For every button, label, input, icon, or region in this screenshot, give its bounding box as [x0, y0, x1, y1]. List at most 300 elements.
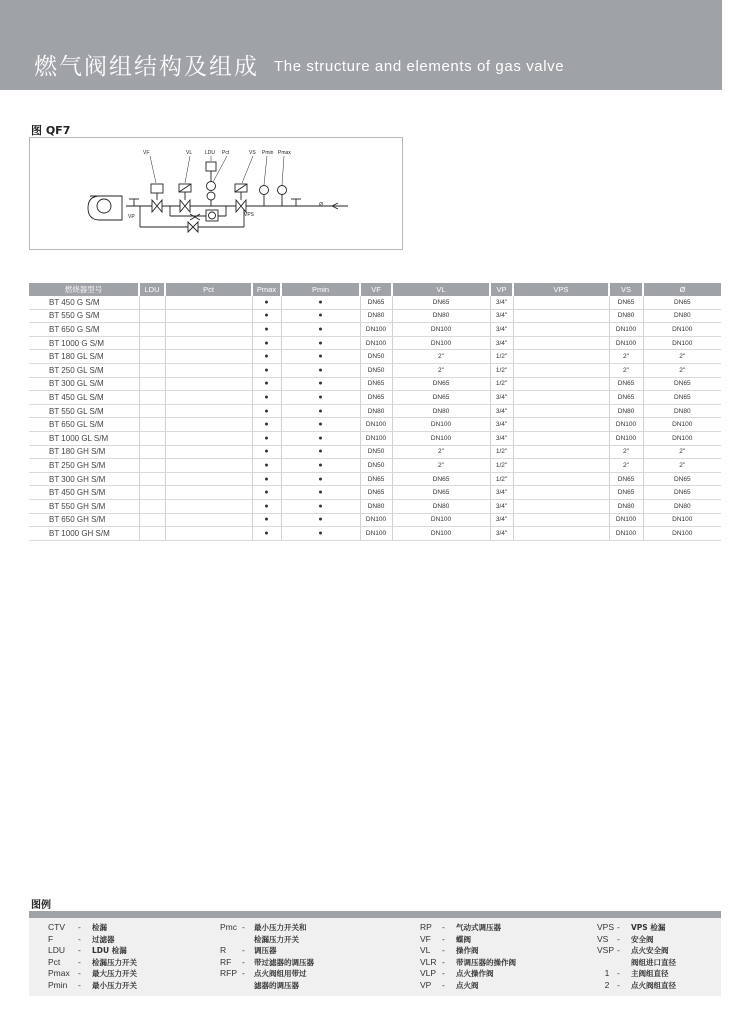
legend-item	[48, 945, 137, 957]
gas-valve-diagram	[29, 137, 403, 250]
cell-vps	[513, 418, 609, 432]
valve-schematic-svg	[30, 138, 402, 249]
legend-description: 最大压力开关	[92, 969, 137, 979]
cell-ldu	[139, 445, 165, 459]
cell-vf: DN65	[360, 472, 392, 486]
table-row	[29, 363, 721, 377]
cell-vps	[513, 472, 609, 486]
cell-model: BT 450 GH S/M	[29, 486, 139, 500]
cell-vl: DN65	[392, 296, 490, 309]
cell-ldu	[139, 513, 165, 527]
legend-description: 带调压器的操作阀	[456, 957, 516, 967]
cell-pmin: ●	[281, 323, 360, 337]
legend-code: LDU	[48, 945, 66, 956]
cell-vf: DN50	[360, 363, 392, 377]
legend-description: 过滤器	[92, 934, 115, 944]
legend-dash	[242, 980, 254, 992]
cell-vs: DN80	[609, 309, 643, 323]
cell-dia: DN100	[643, 431, 721, 445]
label-vl: VL	[186, 150, 193, 156]
legend-dash: -	[242, 956, 245, 967]
cell-ldu	[139, 363, 165, 377]
cell-pmin: ●	[281, 363, 360, 377]
cell-vf: DN100	[360, 431, 392, 445]
legend-dash: -	[442, 922, 445, 932]
legend-description: 点火安全阀	[631, 946, 669, 956]
legend-item	[420, 922, 516, 934]
legend-item	[48, 934, 137, 946]
legend-description: 主阀组直径	[631, 969, 669, 979]
cell-vps	[513, 431, 609, 445]
cell-vl: DN80	[392, 309, 490, 323]
cell-ldu	[139, 350, 165, 364]
legend-description: 点火操作阀	[456, 969, 494, 979]
cell-ldu	[139, 377, 165, 391]
cell-model: BT 180 GH S/M	[29, 445, 139, 459]
legend-item	[220, 934, 314, 946]
cell-pct	[165, 323, 252, 337]
cell-ldu	[139, 296, 165, 309]
cell-vp: 3/4"	[490, 391, 513, 405]
cell-ldu	[139, 323, 165, 337]
cell-model: BT 250 GL S/M	[29, 363, 139, 377]
cell-vs: DN65	[609, 486, 643, 500]
label-vps: VPS	[244, 212, 255, 218]
col-header-vl: VL	[392, 283, 490, 296]
cell-dia: DN65	[643, 472, 721, 486]
label-pmax: Pmax	[278, 150, 291, 156]
legend-item	[48, 957, 137, 969]
cell-vps	[513, 323, 609, 337]
cell-pmin: ●	[281, 404, 360, 418]
ldu-pct-icon	[206, 162, 216, 206]
cell-ldu	[139, 418, 165, 432]
cell-vp: 1/2"	[490, 459, 513, 473]
legend-code: Pmin	[48, 979, 68, 990]
legend-code: VLR	[420, 956, 437, 967]
cell-vp: 3/4"	[490, 296, 513, 309]
legend-dash: -	[617, 922, 620, 932]
cell-dia: DN80	[643, 309, 721, 323]
legend-item	[597, 980, 676, 992]
cell-model: BT 180 GL S/M	[29, 350, 139, 364]
legend-description: 检漏压力开关	[92, 957, 137, 967]
legend-description: 点火阀	[456, 980, 479, 990]
cell-vp: 3/4"	[490, 486, 513, 500]
cell-model: BT 650 GH S/M	[29, 513, 139, 527]
cell-ldu	[139, 472, 165, 486]
cell-pmax: ●	[252, 472, 281, 486]
table-row	[29, 527, 721, 541]
label-dia: Ø	[319, 202, 323, 208]
cell-vs: DN100	[609, 323, 643, 337]
cell-vp: 3/4"	[490, 336, 513, 350]
cell-model: BT 250 GH S/M	[29, 459, 139, 473]
legend-dash: -	[78, 922, 81, 932]
legend-code: Pct	[48, 956, 61, 967]
label-vf: VF	[143, 150, 150, 156]
legend-description: 点火阀组用带过	[254, 969, 307, 979]
cell-vp: 3/4"	[490, 431, 513, 445]
legend-code: VSP	[597, 945, 615, 956]
cell-dia: DN80	[643, 499, 721, 513]
cell-dia: 2"	[643, 350, 721, 364]
cell-vl: DN100	[392, 513, 490, 527]
cell-dia: DN100	[643, 513, 721, 527]
cell-vf: DN65	[360, 296, 392, 309]
cell-vf: DN65	[360, 377, 392, 391]
cell-vps	[513, 350, 609, 364]
cell-vps	[513, 309, 609, 323]
legend-description: 蝶阀	[456, 934, 471, 944]
cell-pmax: ●	[252, 296, 281, 309]
col-header-vs: VS	[609, 283, 643, 296]
cell-ldu	[139, 431, 165, 445]
cell-pct	[165, 459, 252, 473]
legend-item	[220, 945, 314, 957]
legend-code: VS	[597, 933, 609, 944]
cell-vs: 2"	[609, 445, 643, 459]
legend-dash: -	[78, 956, 81, 967]
cell-pmin: ●	[281, 309, 360, 323]
cell-vs: 2"	[609, 350, 643, 364]
cell-dia: 2"	[643, 445, 721, 459]
cell-pmax: ●	[252, 363, 281, 377]
legend-code: R	[220, 945, 227, 956]
cell-pmin: ●	[281, 350, 360, 364]
legend-dash: -	[78, 979, 81, 990]
cell-vf: DN50	[360, 350, 392, 364]
legend-description: 点火阀组直径	[631, 980, 676, 990]
col-header-pmin: Pmin	[281, 283, 360, 296]
cell-ldu	[139, 336, 165, 350]
cell-vp: 3/4"	[490, 527, 513, 541]
cell-model: BT 450 G S/M	[29, 296, 139, 309]
cell-vl: DN80	[392, 404, 490, 418]
legend-item	[420, 968, 516, 980]
cell-model: BT 1000 GH S/M	[29, 527, 139, 541]
legend-description: 气动式调压器	[456, 923, 501, 932]
cell-vp: 3/4"	[490, 499, 513, 513]
legend-code	[597, 957, 617, 969]
cell-vs: 2"	[609, 459, 643, 473]
cell-vl: 2"	[392, 459, 490, 473]
cell-vf: DN80	[360, 309, 392, 323]
vl-valve-icon	[179, 184, 191, 212]
legend-item	[220, 980, 314, 992]
cell-vf: DN100	[360, 513, 392, 527]
legend-code: VF	[420, 933, 431, 944]
cell-ldu	[139, 486, 165, 500]
legend-dash: -	[242, 922, 245, 932]
legend-item	[220, 968, 314, 980]
label-ldu: LDU	[205, 150, 216, 156]
legend-code: Pmc	[220, 922, 237, 932]
vp-valve-icon	[188, 222, 198, 232]
cell-vf: DN50	[360, 445, 392, 459]
cell-vps	[513, 391, 609, 405]
cell-pct	[165, 336, 252, 350]
table-row	[29, 391, 721, 405]
legend-description: VPS 检漏	[631, 923, 666, 932]
table-row	[29, 418, 721, 432]
cell-model: BT 1000 GL S/M	[29, 431, 139, 445]
cell-vps	[513, 363, 609, 377]
col-header-pct: Pct	[165, 283, 252, 296]
cell-pmax: ●	[252, 336, 281, 350]
cell-model: BT 550 G S/M	[29, 309, 139, 323]
vf-valve-icon	[151, 184, 163, 212]
legend-item	[420, 957, 516, 969]
label-pct: Pct	[222, 150, 230, 156]
cell-dia: DN100	[643, 336, 721, 350]
cell-vs: DN65	[609, 472, 643, 486]
cell-pmax: ●	[252, 431, 281, 445]
cell-vs: DN100	[609, 418, 643, 432]
cell-vl: DN100	[392, 323, 490, 337]
page-header	[0, 0, 722, 90]
cell-pmax: ●	[252, 459, 281, 473]
cell-pct	[165, 418, 252, 432]
cell-model: BT 300 GH S/M	[29, 472, 139, 486]
legend-column	[220, 922, 314, 992]
legend-dash: -	[78, 945, 81, 956]
col-header-ldu: LDU	[139, 283, 165, 296]
cell-pmin: ●	[281, 336, 360, 350]
cell-vf: DN65	[360, 391, 392, 405]
col-header-pmax: Pmax	[252, 283, 281, 296]
table-row	[29, 309, 721, 323]
cell-dia: DN100	[643, 418, 721, 432]
cell-pct	[165, 486, 252, 500]
legend-item	[48, 968, 137, 980]
label-vp: VP	[128, 214, 135, 220]
legend-code: VP	[420, 979, 432, 990]
cell-vp: 1/2"	[490, 445, 513, 459]
legend-description: 检漏	[92, 923, 107, 932]
legend-code: F	[48, 933, 54, 944]
cell-vps	[513, 486, 609, 500]
figure-label: 图 QF7	[31, 124, 71, 137]
cell-pmin: ●	[281, 499, 360, 513]
cell-model: BT 650 GL S/M	[29, 418, 139, 432]
cell-model: BT 450 GL S/M	[29, 391, 139, 405]
legend-dash: -	[78, 933, 81, 944]
cell-dia: DN65	[643, 296, 721, 309]
table-row	[29, 377, 721, 391]
legend-item	[420, 945, 516, 957]
legend-description: 阀组进口直径	[631, 957, 676, 967]
legend-dash: -	[442, 933, 445, 944]
vps-unit-icon	[190, 210, 218, 221]
cell-vf: DN100	[360, 323, 392, 337]
legend-dash: -	[442, 979, 445, 990]
cell-pmin: ●	[281, 486, 360, 500]
legend-description: 检漏压力开关	[254, 934, 299, 944]
cell-pct	[165, 527, 252, 541]
cell-vs: DN100	[609, 527, 643, 541]
col-header-dia: Ø	[643, 283, 721, 296]
legend-description: 滤器的调压器	[254, 980, 299, 990]
col-header-vps: VPS	[513, 283, 609, 296]
cell-vps	[513, 459, 609, 473]
legend-item	[597, 968, 676, 980]
legend-column	[420, 922, 516, 992]
cell-vl: 2"	[392, 350, 490, 364]
legend-description: 最小压力开关	[92, 980, 137, 990]
legend-code: RF	[220, 956, 232, 967]
cell-pmin: ●	[281, 459, 360, 473]
cell-dia: DN100	[643, 527, 721, 541]
legend-code: VLP	[420, 968, 437, 979]
cell-pmax: ●	[252, 350, 281, 364]
vs-valve-icon	[235, 184, 247, 212]
cell-vs: DN100	[609, 513, 643, 527]
cell-vs: 2"	[609, 363, 643, 377]
cell-vp: 3/4"	[490, 323, 513, 337]
legend-dash: -	[242, 945, 245, 956]
cell-model: BT 650 G S/M	[29, 323, 139, 337]
table-row	[29, 499, 721, 513]
col-header-model: 燃烧器型号	[29, 283, 139, 296]
cell-pct	[165, 350, 252, 364]
cell-dia: DN80	[643, 404, 721, 418]
legend-description: 调压器	[254, 946, 277, 956]
page-title-cn: 燃气阀组结构及组成	[34, 54, 259, 80]
cell-ldu	[139, 459, 165, 473]
cell-pmax: ●	[252, 527, 281, 541]
cell-pmax: ●	[252, 404, 281, 418]
legend-code: 1	[604, 968, 610, 979]
legend-item	[597, 922, 676, 934]
cell-dia: 2"	[643, 363, 721, 377]
table-row	[29, 445, 721, 459]
cell-vs: DN80	[609, 499, 643, 513]
cell-vps	[513, 445, 609, 459]
cell-vl: DN100	[392, 431, 490, 445]
cell-vp: 3/4"	[490, 513, 513, 527]
cell-pct	[165, 363, 252, 377]
cell-pmin: ●	[281, 513, 360, 527]
legend-dash: -	[617, 933, 620, 944]
cell-vps	[513, 499, 609, 513]
cell-ldu	[139, 404, 165, 418]
cell-vf: DN80	[360, 404, 392, 418]
cell-vp: 1/2"	[490, 377, 513, 391]
cell-pct	[165, 309, 252, 323]
col-header-vp: VP	[490, 283, 513, 296]
legend-column	[597, 922, 676, 992]
cell-vf: DN100	[360, 418, 392, 432]
legend-code: VL	[420, 945, 431, 956]
col-header-vf: VF	[360, 283, 392, 296]
legend-code: RFP	[220, 968, 237, 979]
page-title-en: The structure and elements of gas valve	[274, 58, 565, 75]
cell-model: BT 300 GL S/M	[29, 377, 139, 391]
cell-pmax: ●	[252, 445, 281, 459]
cell-pmax: ●	[252, 499, 281, 513]
label-pmin: Pmin	[262, 150, 274, 156]
cell-ldu	[139, 527, 165, 541]
cell-pmin: ●	[281, 391, 360, 405]
cell-ldu	[139, 309, 165, 323]
cell-vps	[513, 377, 609, 391]
cell-vl: DN65	[392, 391, 490, 405]
cell-dia: DN65	[643, 391, 721, 405]
cell-vl: DN65	[392, 377, 490, 391]
cell-pct	[165, 445, 252, 459]
legend-dash: -	[242, 968, 245, 979]
legend-bar	[29, 911, 721, 918]
cell-vf: DN100	[360, 527, 392, 541]
cell-vl: 2"	[392, 445, 490, 459]
legend-code	[220, 980, 242, 992]
cell-pmin: ●	[281, 472, 360, 486]
cell-pct	[165, 404, 252, 418]
legend-description: 操作阀	[456, 946, 479, 956]
legend-code: VPS	[597, 922, 615, 932]
legend-item	[597, 934, 676, 946]
fan-wheel-icon	[97, 199, 111, 213]
cell-pmin: ●	[281, 431, 360, 445]
table-row	[29, 404, 721, 418]
legend-dash: -	[617, 945, 620, 956]
legend-dash: -	[78, 968, 81, 979]
cell-pct	[165, 296, 252, 309]
cell-pct	[165, 472, 252, 486]
cell-pct	[165, 377, 252, 391]
cell-model: BT 550 GL S/M	[29, 404, 139, 418]
legend-code: Pmax	[48, 968, 70, 979]
table-row	[29, 459, 721, 473]
pmin-gauge-icon	[260, 186, 269, 195]
cell-pmax: ●	[252, 309, 281, 323]
pmax-gauge-icon	[278, 186, 287, 195]
cell-vp: 1/2"	[490, 350, 513, 364]
cell-pct	[165, 513, 252, 527]
cell-vl: DN100	[392, 527, 490, 541]
table-header-row	[29, 283, 721, 296]
cell-model: BT 1000 G S/M	[29, 336, 139, 350]
legend-item	[220, 957, 314, 969]
legend-item	[48, 922, 137, 934]
cell-vl: DN65	[392, 486, 490, 500]
cell-vs: DN65	[609, 391, 643, 405]
cell-pct	[165, 391, 252, 405]
cell-vf: DN80	[360, 499, 392, 513]
burner-spec-table	[29, 283, 721, 541]
cell-ldu	[139, 391, 165, 405]
cell-dia: DN100	[643, 323, 721, 337]
cell-vps	[513, 296, 609, 309]
label-vs: VS	[249, 150, 256, 156]
legend-description: 安全阀	[631, 934, 654, 944]
cell-vl: DN100	[392, 418, 490, 432]
cell-vl: DN100	[392, 336, 490, 350]
cell-ldu	[139, 499, 165, 513]
cell-vl: DN65	[392, 472, 490, 486]
cell-vp: 1/2"	[490, 363, 513, 377]
legend-item	[420, 934, 516, 946]
table-row	[29, 350, 721, 364]
burner-fan-icon	[88, 196, 122, 220]
cell-vf: DN65	[360, 486, 392, 500]
cell-vs: DN65	[609, 377, 643, 391]
cell-vp: 3/4"	[490, 418, 513, 432]
cell-dia: DN65	[643, 377, 721, 391]
cell-vf: DN100	[360, 336, 392, 350]
table-row	[29, 296, 721, 309]
